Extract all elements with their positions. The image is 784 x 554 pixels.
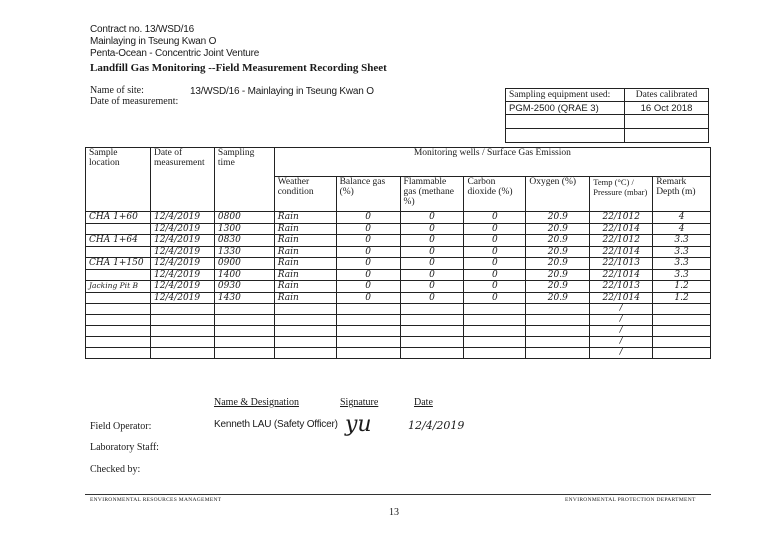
cell-flammable: 0 bbox=[400, 281, 464, 293]
cell-carbon: 0 bbox=[464, 235, 526, 247]
cell-flammable: 0 bbox=[400, 212, 464, 224]
empty-slash: / bbox=[590, 315, 653, 326]
cell-balance: 0 bbox=[336, 281, 400, 293]
equipment-value: PGM-2500 (QRAE 3) bbox=[506, 102, 625, 115]
cell-carbon: 0 bbox=[464, 212, 526, 224]
cell-balance: 0 bbox=[336, 223, 400, 235]
cell-temp: 22/1013 bbox=[590, 281, 653, 293]
cell-weather: Rain bbox=[274, 258, 336, 270]
cell-oxygen: 20.9 bbox=[526, 258, 590, 270]
footer-divider bbox=[85, 494, 711, 495]
site-name-label: Name of site: bbox=[90, 85, 144, 96]
cell-temp: 22/1012 bbox=[590, 235, 653, 247]
table-row bbox=[86, 212, 711, 224]
cell-time: 0930 bbox=[214, 281, 274, 293]
cell-weather: Rain bbox=[274, 212, 336, 224]
footer-right: ENVIRONMENTAL PROTECTION DEPARTMENT bbox=[565, 497, 696, 503]
cell-temp: 22/1014 bbox=[590, 223, 653, 235]
header-flammable-gas: Flammable gas (methane %) bbox=[400, 177, 464, 212]
cell-flammable: 0 bbox=[400, 246, 464, 258]
laboratory-staff-label: Laboratory Staff: bbox=[90, 442, 159, 453]
header-sampling-time: Sampling time bbox=[214, 148, 274, 212]
cell-weather: Rain bbox=[274, 292, 336, 304]
cell-location: CHA 1+150 bbox=[86, 258, 151, 270]
header-balance-gas: Balance gas (%) bbox=[336, 177, 400, 212]
sheet-title: Landfill Gas Monitoring --Field Measurement Recording Sheet bbox=[90, 62, 387, 74]
equipment-table bbox=[505, 88, 709, 143]
cell-time: 0900 bbox=[214, 258, 274, 270]
header-oxygen: Oxygen (%) bbox=[526, 177, 590, 212]
cell-date: 12/4/2019 bbox=[150, 269, 214, 281]
cell-flammable: 0 bbox=[400, 269, 464, 281]
empty-row bbox=[86, 315, 711, 326]
cell-balance: 0 bbox=[336, 212, 400, 224]
cell-date: 12/4/2019 bbox=[150, 258, 214, 270]
cell-remark: 1.2 bbox=[653, 281, 711, 293]
cell-balance: 0 bbox=[336, 246, 400, 258]
cell-date: 12/4/2019 bbox=[150, 223, 214, 235]
empty-row bbox=[86, 304, 711, 315]
project-name: Mainlaying in Tseung Kwan O bbox=[90, 36, 217, 47]
cell-location: Jacking Pit B bbox=[86, 281, 151, 293]
cell-carbon: 0 bbox=[464, 258, 526, 270]
cell-time: 0800 bbox=[214, 212, 274, 224]
cell-temp: 22/1012 bbox=[590, 212, 653, 224]
signature-header: Signature bbox=[340, 397, 379, 408]
equipment-header: Sampling equipment used: bbox=[506, 89, 625, 102]
equipment-empty-cell bbox=[506, 115, 625, 129]
cell-oxygen: 20.9 bbox=[526, 235, 590, 247]
cell-time: 1400 bbox=[214, 269, 274, 281]
table-row bbox=[86, 246, 711, 258]
empty-slash: / bbox=[590, 348, 653, 359]
cell-oxygen: 20.9 bbox=[526, 223, 590, 235]
cell-location bbox=[86, 292, 151, 304]
field-operator-date: 12/4/2019 bbox=[408, 419, 465, 432]
date-of-measurement-label: Date of measurement: bbox=[90, 96, 179, 107]
table-row bbox=[86, 269, 711, 281]
page-number: 13 bbox=[389, 507, 399, 518]
dates-calibrated-header: Dates calibrated bbox=[625, 89, 709, 102]
cell-date: 12/4/2019 bbox=[150, 292, 214, 304]
cell-location bbox=[86, 269, 151, 281]
field-operator-label: Field Operator: bbox=[90, 421, 152, 432]
cell-balance: 0 bbox=[336, 292, 400, 304]
equipment-empty-cell bbox=[625, 115, 709, 129]
contract-number: Contract no. 13/WSD/16 bbox=[90, 24, 194, 35]
calibration-date-value: 16 Oct 2018 bbox=[625, 102, 709, 115]
table-row bbox=[86, 292, 711, 304]
header-carbon-dioxide: Carbon dioxide (%) bbox=[464, 177, 526, 212]
cell-carbon: 0 bbox=[464, 246, 526, 258]
cell-oxygen: 20.9 bbox=[526, 269, 590, 281]
cell-carbon: 0 bbox=[464, 223, 526, 235]
cell-balance: 0 bbox=[336, 258, 400, 270]
cell-oxygen: 20.9 bbox=[526, 292, 590, 304]
field-operator-signature: yu bbox=[345, 412, 372, 437]
cell-oxygen: 20.9 bbox=[526, 212, 590, 224]
cell-time: 0830 bbox=[214, 235, 274, 247]
contractor-name: Penta-Ocean - Concentric Joint Venture bbox=[90, 48, 260, 59]
empty-row bbox=[86, 348, 711, 359]
cell-remark: 3.3 bbox=[653, 269, 711, 281]
header-pressure: Pressure (mbar) bbox=[593, 187, 648, 197]
cell-carbon: 0 bbox=[464, 292, 526, 304]
cell-remark: 1.2 bbox=[653, 292, 711, 304]
cell-remark: 4 bbox=[653, 212, 711, 224]
site-name-value: 13/WSD/16 - Mainlaying in Tseung Kwan O bbox=[190, 86, 374, 97]
cell-date: 12/4/2019 bbox=[150, 281, 214, 293]
cell-remark: 3.3 bbox=[653, 235, 711, 247]
cell-weather: Rain bbox=[274, 246, 336, 258]
cell-temp: 22/1014 bbox=[590, 292, 653, 304]
field-operator-name: Kenneth LAU (Safety Officer) bbox=[214, 419, 338, 430]
cell-oxygen: 20.9 bbox=[526, 246, 590, 258]
cell-carbon: 0 bbox=[464, 269, 526, 281]
date-header: Date bbox=[414, 397, 433, 408]
header-sample-location: Sample location bbox=[86, 148, 151, 212]
cell-location bbox=[86, 223, 151, 235]
cell-temp: 22/1013 bbox=[590, 258, 653, 270]
header-date: Date of measurement bbox=[150, 148, 214, 212]
cell-weather: Rain bbox=[274, 235, 336, 247]
equipment-empty-cell bbox=[506, 129, 625, 143]
measurement-table bbox=[85, 147, 711, 359]
empty-row bbox=[86, 337, 711, 348]
header-monitoring-group: Monitoring wells / Surface Gas Emission bbox=[274, 148, 710, 177]
cell-date: 12/4/2019 bbox=[150, 246, 214, 258]
header-remark-depth: Remark Depth (m) bbox=[653, 177, 711, 212]
cell-temp: 22/1014 bbox=[590, 269, 653, 281]
empty-slash: / bbox=[590, 326, 653, 337]
cell-location: CHA 1+60 bbox=[86, 212, 151, 224]
empty-slash: / bbox=[590, 337, 653, 348]
cell-flammable: 0 bbox=[400, 292, 464, 304]
empty-slash: / bbox=[590, 304, 653, 315]
table-row bbox=[86, 258, 711, 270]
cell-remark: 3.3 bbox=[653, 258, 711, 270]
cell-weather: Rain bbox=[274, 281, 336, 293]
table-row bbox=[86, 223, 711, 235]
cell-temp: 22/1014 bbox=[590, 246, 653, 258]
cell-remark: 4 bbox=[653, 223, 711, 235]
footer-left: ENVIRONMENTAL RESOURCES MANAGEMENT bbox=[90, 497, 222, 503]
equipment-empty-cell bbox=[625, 129, 709, 143]
cell-flammable: 0 bbox=[400, 258, 464, 270]
cell-weather: Rain bbox=[274, 223, 336, 235]
header-temp-pressure bbox=[590, 177, 653, 212]
cell-balance: 0 bbox=[336, 235, 400, 247]
cell-time: 1330 bbox=[214, 246, 274, 258]
cell-weather: Rain bbox=[274, 269, 336, 281]
cell-remark: 3.3 bbox=[653, 246, 711, 258]
cell-flammable: 0 bbox=[400, 235, 464, 247]
cell-location: CHA 1+64 bbox=[86, 235, 151, 247]
checked-by-label: Checked by: bbox=[90, 464, 141, 475]
empty-row bbox=[86, 326, 711, 337]
cell-time: 1300 bbox=[214, 223, 274, 235]
cell-flammable: 0 bbox=[400, 223, 464, 235]
name-designation-header: Name & Designation bbox=[214, 397, 299, 408]
table-row bbox=[86, 235, 711, 247]
cell-location bbox=[86, 246, 151, 258]
cell-time: 1430 bbox=[214, 292, 274, 304]
cell-balance: 0 bbox=[336, 269, 400, 281]
cell-carbon: 0 bbox=[464, 281, 526, 293]
header-weather: Weather condition bbox=[274, 177, 336, 212]
cell-oxygen: 20.9 bbox=[526, 281, 590, 293]
cell-date: 12/4/2019 bbox=[150, 235, 214, 247]
cell-date: 12/4/2019 bbox=[150, 212, 214, 224]
table-row bbox=[86, 281, 711, 293]
header-temp: Temp (°C) / bbox=[593, 177, 634, 187]
